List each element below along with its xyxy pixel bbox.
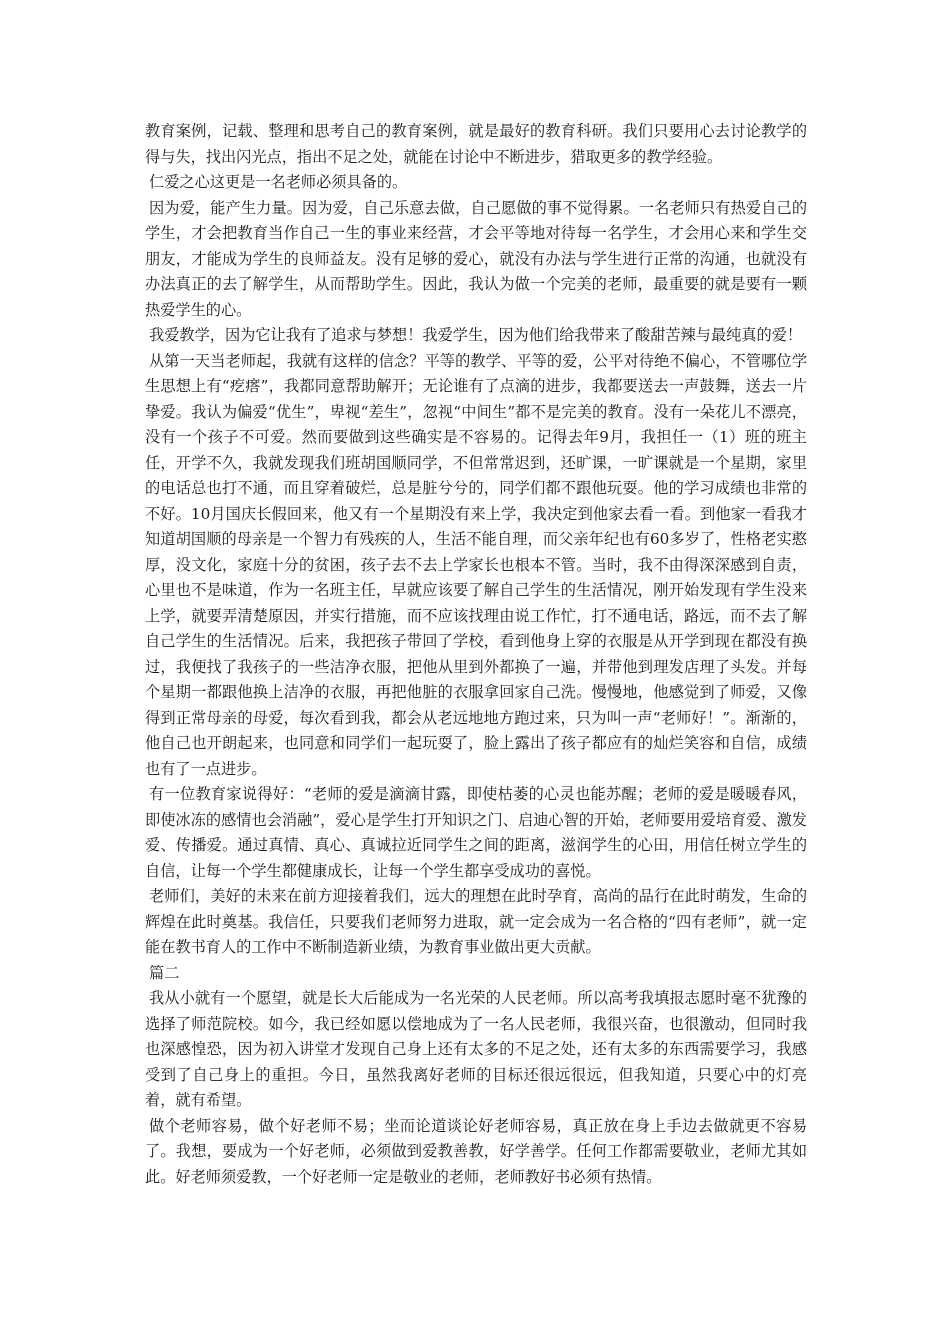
section-heading: 篇二 — [149, 963, 180, 982]
paragraph-future: 老师们，美好的未来在前方迎接着我们，远大的理想在此时孕育，高尚的品行在此时萌发，生命的辉煌在此时奠基。我信任，只要我们老师努力进取，就一定会成为一名合格的“四有老师”，就一定能在教书育人的工作中不断制造新业绩，为教育事业做出更大贡献。 — [145, 887, 807, 956]
paragraph-love-teaching: 我爱教学，因为它让我有了追求与梦想！我爱学生，因为他们给我带来了酸甜苦辣与最纯真的爱！ — [149, 326, 803, 344]
paragraph-student-story: 从第一天当老师起，我就有这样的信念？平等的教学、平等的爱，公平对待绝不偏心，不管哪位学生思想上有“疙瘩”，我都同意帮助解开；无论谁有了点滴的进步，我都要送去一声鼓舞，送去一片挚爱。我认为偏爱“优生”，卑视“差生”，忽视“中间生”都不是完美的教育。没有一朵花儿不漂亮，没有一个孩子不可爱。然而要做到这些确实是不容易的。记得去年9月，我担任一（1）班的班主任，开学不久，我就发现我们班胡国顺同学，不但常常迟到，还旷课，一旷课就是一个星期，家里的电话总也打不通，而且穿着破烂，总是脏兮兮的，同学们都不跟他玩耍。他的学习成绩也非常的不好。10月国庆长假回来，他又有一个星期没有来上学，我决定到他家去看一看。到他家一看我才知道胡国顺的母亲是一个智力有残疾的人，生活不能自理，而父亲年纪也有60多岁了，性格老实憨厚，没文化，家庭十分的贫困，孩子去不去上学家长也根本不管。当时，我不由得深深感到自责，心里也不是味道，作为一名班主任，早就应该要了解自己学生的生活情况，刚开始发现有学生没来上学，就要弄清楚原因，并实行措施，而不应该找理由说工作忙，打不通电话，路远，而不去了解自己学生的生活情况。后来，我把孩子带回了学校，看到他身上穿的衣服是从开学到现在都没有换过，我便找了我孩子的一些洁净衣服，把他从里到外都换了一遍，并带他到理发店理了头发。并每个星期一都跟他换上洁净的衣服，再把他脏的衣服拿回家自己洗。慢慢地，他感觉到了师爱，又像得到正常母亲的母爱，每次看到我，都会从老远地地方跑过来，只为叫一声“老师好！”。渐渐的，他自己也开朗起来，也同意和同学们一起玩耍了，脸上露出了孩子都应有的灿烂笑容和自信，成绩也有了一点进步。 — [145, 351, 807, 778]
paragraph-love-power: 因为爱，能产生力量。因为爱，自己乐意去做，自己愿做的事不觉得累。一名老师只有热爱自己的学生，才会把教育当作自己一生的事业来经营，才会平等地对待每一名学生，才会用心来和学生交朋友，才能成为学生的良师益友。没有足够的爱心，就没有办法与学生进行正常的沟通，也就没有办法真正的去了解学生，从而帮助学生。因此，我认为做一个完美的老师，最重要的就是要有一颗热爱学生的心。 — [145, 198, 807, 319]
paragraph-good-teacher: 做个老师容易，做个好老师不易；坐而论道谈论好老师容易，真正放在身上手边去做就更不容易了。我想，要成为一个好老师，必须做到爱教善教，好学善学。任何工作都需要敬业，老师尤其如此。好老师须爱教，一个好老师一定是敬业的老师，老师教好书必须有热情。 — [145, 1116, 807, 1186]
document-body — [145, 119, 807, 1190]
paragraph-caring-heart: 仁爱之心这更是一名老师必须具备的。 — [149, 173, 408, 191]
paragraph-education-cases: 教育案例，记载、整理和思考自己的教育案例，就是最好的教育科研。我们只要用心去讨论教学的得与失，找出闪光点，指出不足之处，就能在讨论中不断进步，猎取更多的教学经验。 — [145, 122, 807, 166]
paragraph-educator-quote: 有一位教育家说得好：“老师的爱是滴滴甘露，即使枯萎的心灵也能苏醒；老师的爱是暖暖春风，即使冰冻的感情也会消融”，爱心是学生打开知识之门、启迪心智的开始，老师要用爱培育爱、激发爱、传播爱。通过真情、真心、真诚拉近同学生之间的距离，滋润学生的心田，用信任树立学生的自信，让每一个学生都健康成长，让每一个学生都享受成功的喜悦。 — [145, 785, 807, 880]
paragraph-childhood-wish: 我从小就有一个愿望，就是长大后能成为一名光荣的人民老师。所以高考我填报志愿时毫不犹豫的选择了师范院校。如今，我已经如愿以偿地成为了一名人民老师，我很兴奋，也很激动，但同时我也深感惶恐，因为初入讲堂才发现自己身上还有太多的不足之处，还有太多的东西需要学习，我感受到了自己身上的重担。今日，虽然我离好老师的目标还很远很远，但我知道，只要心中的灯亮着，就有希望。 — [145, 989, 807, 1109]
